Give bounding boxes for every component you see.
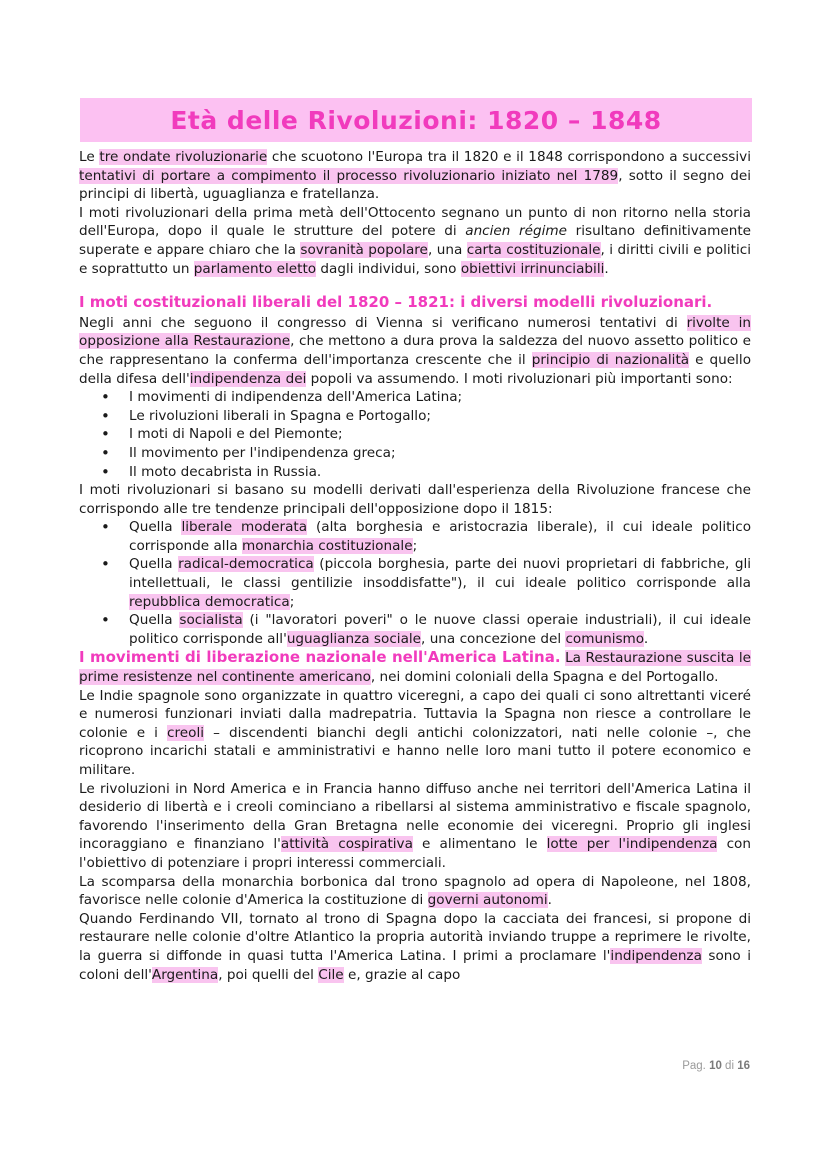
list-item: • Il movimento per l'indipendenza greca;: [129, 444, 751, 463]
highlight: liberale moderata: [181, 519, 308, 536]
tendenze-list: [79, 518, 751, 648]
highlight: monarchia costituzionale: [242, 537, 413, 554]
current-page: 10: [709, 1060, 722, 1072]
highlight: comunismo: [565, 630, 644, 647]
list-item: • Quella socialista (i "lavoratori poveri" o le nuove classi operaie industriali), il cui ideale politico corrisponde all'uguaglianza sociale, una concezione del comunismo.: [129, 611, 751, 648]
intro-paragraph-2: I moti rivoluzionari della prima metà dell'Ottocento segnano un punto di non ritorno nella storia dell'Europa, dopo il quale le strutture del potere di ancien régime risultano definitivamente superate e appare chiaro che la sovranità popolare, una carta costituzionale, i diritti civili e politici e soprattutto un parlamento eletto dagli individui, sono obiettivi irrinunciabili.: [79, 204, 752, 277]
section2-paragraph-4: Quando Ferdinando VII, tornato al trono di Spagna dopo la cacciata dei francesi, si propone di restaurare nelle colonie d'oltre Atlantico la propria autorità inviando truppe a reprimere le rivolte, la guerra si diffonde in quasi tutta l'America Latina. I primi a proclamare l'indipendenza sono i coloni dell'Argentina, poi quelli del Cile e, grazie al capo: [79, 910, 751, 983]
italic-term: ancien régime: [465, 223, 567, 240]
section2-paragraph-2: Le rivoluzioni in Nord America e in Francia hanno diffuso anche nei territori dell'America Latina il desiderio di libertà e i creoli cominciano a ribellarsi al sistema amministrativo e fiscale spagnolo, favorendo l'inserimento della Gran Bretagna nelle economie dei viceregni. Proprio gli inglesi incoraggiano e finanziano l'attività cospirativa e alimentano le lotte per l'indipendenza con l'obiettivo di potenziare i propri interessi commerciali.: [79, 780, 751, 871]
highlight: radical-democratica: [178, 556, 314, 573]
highlight: principio di nazionalità: [531, 351, 690, 368]
highlight: indipendenza dei: [189, 370, 307, 387]
highlight: obiettivi irrinunciabili: [460, 260, 605, 277]
highlight: repubblica democratica: [129, 593, 290, 610]
list-item: • Quella liberale moderata (alta borghesia e aristocrazia liberale), il cui ideale politico corrisponde alla monarchia costituzionale;: [129, 518, 751, 555]
total-pages: 16: [737, 1060, 750, 1072]
highlight: attività cospirativa: [280, 836, 413, 853]
list-item: • Le rivoluzioni liberali in Spagna e Portogallo;: [129, 407, 751, 426]
moti-list: [79, 388, 751, 481]
highlight: uguaglianza sociale: [286, 630, 422, 647]
highlight: carta costituzionale: [466, 241, 601, 258]
highlight: tre ondate rivoluzionarie: [99, 149, 268, 165]
highlight: socialista: [179, 612, 243, 629]
section1-paragraph-2: I moti rivoluzionari si basano su modelli derivati dall'esperienza della Rivoluzione francese che corrispondo alle tre tendenze principali dell'opposizione dopo il 1815:: [79, 482, 751, 517]
section-heading-moti-costituzionali: I moti costituzionali liberali del 1820 – 1821: i diversi modelli rivoluzionari.: [79, 293, 713, 312]
highlight: parlamento eletto: [193, 260, 317, 277]
highlight: La Restaurazione suscita le prime resistenze nel continente americano: [79, 650, 752, 686]
highlight: Argentina: [151, 966, 219, 983]
highlight: governi autonomi: [427, 892, 548, 909]
list-item: • I moti di Napoli e del Piemonte;: [129, 425, 751, 444]
highlight: tentativi di portare a compimento il processo rivoluzionario iniziato nel 1789: [79, 167, 619, 184]
list-item: • I movimenti di indipendenza dell'America Latina;: [129, 388, 751, 407]
page-title: Età delle Rivoluzioni: 1820 – 1848: [170, 105, 662, 135]
list-item: • Quella radical-democratica (piccola borghesia, parte dei nuovi proprietari di fabbriche, gli intellettuali, le classi gentilizie insoddisfatte"), il cui ideale politico corrisponde alla repubblica democratica;: [129, 555, 751, 611]
page-body: [79, 148, 751, 984]
section1-paragraph-1: Negli anni che seguono il congresso di Vienna si verificano numerosi tentativi di rivolte in opposizione alla Restaurazione, che mettono a dura prova la saldezza del nuovo assetto politico e che rappresentano la conferma dell'importanza crescente che il principio di nazionalità e quello della difesa dell'indipendenza dei popoli va assumendo. I moti rivoluzionari più importanti sono:: [79, 314, 752, 387]
highlight: creoli: [167, 724, 205, 741]
intro-paragraph-1: Le tre ondate rivoluzionarie che scuotono l'Europa tra il 1820 e il 1848 corrispondono a successivi tentativi di portare a compimento il processo rivoluzionario iniziato nel 1789, sotto il segno dei principi di libertà, uguaglianza e fratellanza.: [79, 149, 751, 203]
list-item: • Il moto decabrista in Russia.: [129, 463, 751, 482]
highlight: rivolte in opposizione alla Restaurazione: [79, 314, 751, 350]
highlight: sovranità popolare: [300, 241, 428, 258]
page-number: Pag. 10 di 16: [682, 1060, 750, 1072]
highlight: indipendenza: [610, 947, 702, 964]
highlight: lotte per l'indipendenza: [546, 836, 718, 853]
highlight: Cile: [318, 966, 344, 983]
section2-lead: I movimenti di liberazione nazionale nell'America Latina. La Restaurazione suscita le prime resistenze nel continente americano, nei domini coloniali della Spagna e del Portogallo.: [79, 648, 752, 686]
section-heading-america-latina: I movimenti di liberazione nazionale nell'America Latina.: [79, 648, 561, 667]
section2-paragraph-3: La scomparsa della monarchia borbonica dal trono spagnolo ad opera di Napoleone, nel 1808, favorisce nelle colonie d'America la costituzione di governi autonomi.: [79, 873, 751, 909]
section2-paragraph-1: Le Indie spagnole sono organizzate in quattro viceregni, a capo dei quali ci sono altrettanti viceré e numerosi funzionari inviati dalla madrepatria. Tuttavia la Spagna non riesce a controllare le colonie e i creoli – discendenti bianchi degli antichi colonizzatori, nati nelle colonie –, che ricoprono incarichi statali e amministrativi e hanno nelle loro mani tutto il potere economico e militare.: [79, 687, 751, 778]
title-banner: [80, 98, 752, 142]
